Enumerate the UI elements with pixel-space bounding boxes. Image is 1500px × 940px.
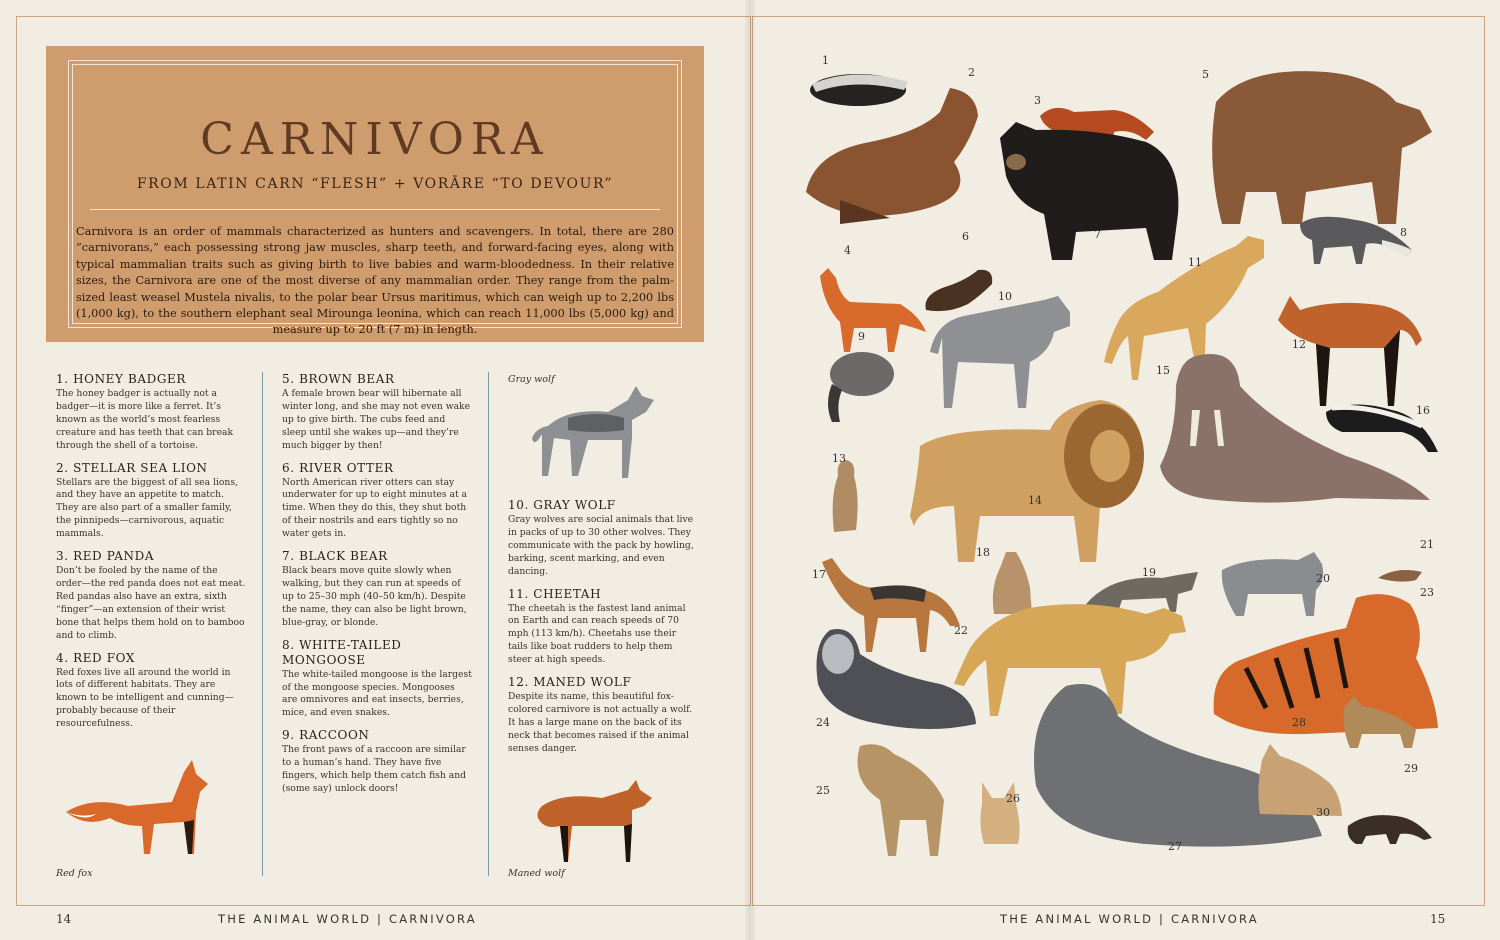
column-1 [56, 372, 246, 739]
genet-illustration [1256, 740, 1346, 820]
page-gutter [745, 0, 755, 940]
page-title: CARNIVORA [200, 114, 550, 165]
page-number-left: 14 [56, 912, 72, 926]
number-label: 1 [822, 54, 829, 67]
number-label: 19 [1142, 566, 1156, 579]
number-label: 23 [1420, 586, 1434, 599]
entry-white-tailed-mongoose [282, 638, 472, 721]
entry-cheetah [508, 587, 698, 668]
entry-text: Red foxes live all around the world in lots of different habitats. They are known to be intelligent and cunning—probably because of their resourcefulness. [56, 666, 234, 730]
number-label: 9 [858, 330, 865, 343]
column-3 [508, 498, 698, 764]
number-label: 18 [976, 546, 990, 559]
lion-illustration [910, 366, 1150, 566]
entry-raccoon [282, 728, 472, 796]
entry-title: 7. BLACK BEAR [282, 549, 388, 564]
entry-title: 3. RED PANDA [56, 549, 155, 564]
entry-title: 4. RED FOX [56, 650, 135, 665]
number-label: 7 [1094, 228, 1101, 241]
number-label: 15 [1156, 364, 1170, 377]
entry-text: Don’t be fooled by the name of the order—the red panda does not eat meat. Red pandas also have an extra, sixth “finger”—an extension of their wrist bone that helps them hold on to bamboo and to climb. [56, 565, 246, 641]
number-label: 29 [1404, 762, 1418, 775]
number-label: 20 [1316, 572, 1330, 585]
number-label: 13 [832, 452, 846, 465]
entry-red-fox [56, 651, 246, 732]
entry-brown-bear [282, 372, 472, 453]
entry-river-otter [282, 461, 472, 542]
number-label: 4 [844, 244, 851, 257]
stellar-sea-lion-illustration [800, 82, 1000, 232]
number-label: 25 [816, 784, 830, 797]
caption-maned-wolf: Maned wolf [508, 868, 565, 879]
number-label: 16 [1416, 404, 1430, 417]
entry-text: Despite its name, this beautiful fox-colored carnivore is not actually a wolf. It has a large mane on the back of its neck that becomes raised if the animal senses danger. [508, 691, 693, 754]
meerkat-illustration [826, 456, 866, 536]
red-fox-illustration [62, 752, 222, 864]
entry-honey-badger [56, 372, 246, 453]
mongoose-illustration [1342, 694, 1422, 754]
entry-title: 8. WHITE-TAILED MONGOOSE [282, 637, 402, 667]
page-number-right: 15 [1430, 912, 1446, 926]
fennec-fox-illustration [974, 778, 1024, 848]
caption-gray-wolf: Gray wolf [508, 374, 555, 385]
intro-paragraph: Carnivora is an order of mammals characterized as hunters and scavengers. In total, there are 280 “carnivorans,” each possessing strong jaw muscles, sharp teeth, and forward-facing eyes, along with typical mammalian traits such as giving birth to live babies and warm-bloodedness. In their relative sizes, the Carnivora are one of the most diverse of any mammalian order. They range from the palm-sized least weasel Mustela nivalis, to the polar bear Ursus maritimus, which can weigh up to 2,200 lbs (1,000 kg), to the southern elephant seal Mirounga leonina, which can reach 11,000 lbs (5,000 kg) and measure up to 20 ft (7 m) in length. [76, 225, 674, 337]
red-fox-small-illustration [810, 266, 930, 356]
entry-maned-wolf [508, 675, 698, 756]
entry-text: The honey badger is actually not a badger—it is more like a ferret. It’s known as the world’s most fearless creature and has teeth that can break through the shell of a tortoise. [56, 388, 234, 451]
raccoon-illustration [822, 344, 902, 424]
maned-wolf-illustration [532, 776, 662, 866]
entry-black-bear [282, 549, 472, 630]
white-tailed-mongoose-illustration [1296, 210, 1416, 266]
running-footer-right: THE ANIMAL WORLD | CARNIVORA [1000, 912, 1259, 926]
number-label: 5 [1202, 68, 1209, 81]
entry-text: The cheetah is the fastest land animal on Earth and can reach speeds of 70 mph (113 km/h). Cheetahs use their tails like boat rudders to help them steer at high speeds. [508, 602, 686, 666]
column-divider [262, 372, 263, 876]
gray-wolf-illustration [528, 378, 668, 490]
number-label: 24 [816, 716, 830, 729]
entry-text: Black bears move quite slowly when walking, but they can run at speeds of up to 25–30 mph (40–50 km/h). Despite the name, they can also be light brown, blue-gray, or blonde. [282, 565, 467, 628]
entry-gray-wolf [508, 498, 698, 579]
number-label: 12 [1292, 338, 1306, 351]
entry-title: 12. MANED WOLF [508, 675, 632, 690]
hyena-illustration [840, 740, 950, 860]
title-panel [46, 46, 704, 342]
column-2 [282, 372, 472, 804]
entry-title: 6. RIVER OTTER [282, 460, 394, 475]
entry-text: North American river otters can stay underwater for up to eight minutes at a time. When they do this, they shut both of their nostrils and ears tightly so no water gets in. [282, 476, 468, 540]
number-label: 8 [1400, 226, 1407, 239]
entry-title: 10. GRAY WOLF [508, 498, 616, 512]
seal-illustration [810, 624, 980, 744]
entry-title: 5. BROWN BEAR [282, 372, 395, 386]
entry-text: The front paws of a raccoon are similar to a human’s hand. They have five fingers, which help them catch fish and (some say) unlock doors! [282, 744, 467, 794]
entry-text: The white-tailed mongoose is the largest of the mongoose species. Mongooses are omnivores and eat insects, berries, mice, and even snakes. [282, 668, 472, 719]
number-label: 26 [1006, 792, 1020, 805]
number-label: 11 [1188, 256, 1202, 269]
number-label: 28 [1292, 716, 1306, 729]
entry-title: 2. STELLAR SEA LION [56, 460, 208, 475]
mink-illustration [1346, 806, 1436, 846]
number-label: 21 [1420, 538, 1434, 551]
page-subtitle: FROM LATIN CARN “FLESH” + VORĀRE “TO DEVOUR” [136, 176, 614, 192]
column-divider [488, 372, 489, 876]
panel-divider [90, 209, 660, 210]
number-label: 27 [1168, 840, 1182, 853]
entry-red-panda [56, 549, 246, 642]
number-label: 6 [962, 230, 969, 243]
running-footer-left: THE ANIMAL WORLD | CARNIVORA [218, 912, 477, 926]
entry-title: 9. RACCOON [282, 728, 370, 743]
entry-title: 1. HONEY BADGER [56, 372, 187, 386]
illustration-area [770, 40, 1470, 900]
caption-red-fox: Red fox [56, 868, 93, 879]
number-label: 17 [812, 568, 826, 581]
entry-text: A female brown bear will hibernate all winter long, and she may not even wake up to give birth. The cubs feed and sleep until she wakes up—and they’re much bigger by then! [282, 388, 471, 451]
number-label: 10 [998, 290, 1012, 303]
number-label: 22 [954, 624, 968, 637]
least-weasel-illustration [1376, 560, 1426, 590]
entry-stellar-sea-lion [56, 461, 246, 542]
entry-text: Gray wolves are social animals that live in packs of up to 30 other wolves. They communicate with the pack by howling, barking, scent marking, and even dancing. [508, 514, 694, 577]
number-label: 30 [1316, 806, 1330, 819]
entry-title: 11. CHEETAH [508, 586, 602, 601]
entry-text: Stellars are the biggest of all sea lions, and they have an appetite to match. They are also part of a smaller family, the pinnipeds—carnivorous, aquatic mammals. [56, 476, 238, 540]
number-label: 3 [1034, 94, 1041, 107]
number-label: 14 [1028, 494, 1042, 507]
brown-bear-illustration [1206, 62, 1446, 232]
number-label: 2 [968, 66, 975, 79]
